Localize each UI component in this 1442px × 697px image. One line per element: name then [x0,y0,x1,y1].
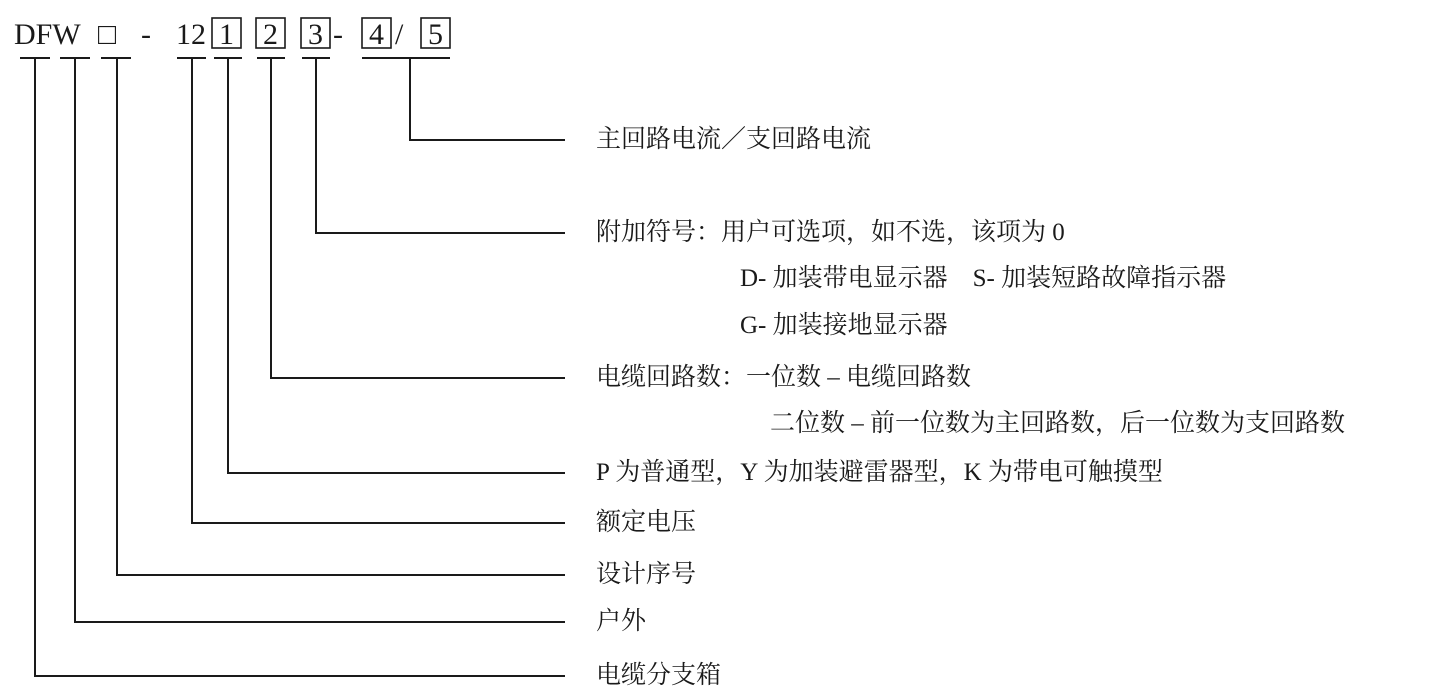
code-placeholder: □ [98,18,117,51]
leader-cable-box [35,58,565,676]
leader-voltage [192,58,565,523]
slot-4-text: 4 [369,18,384,51]
code-dash-1: - [141,18,151,51]
code-slash: / [395,18,404,51]
label-cable-box: 电缆分支箱 [596,662,722,689]
label-circuits-title: 电缆回路数：一位数 – 电缆回路数 [596,364,972,391]
label-current: 主回路电流／支回路电流 [596,126,872,153]
label-suffix-title: 附加符号：用户可选项，如不选，该项为 0 [596,219,1065,246]
leader-type [228,58,565,473]
leader-lines [35,58,565,676]
code-voltage: 12 [176,18,206,51]
label-type: P 为普通型，Y 为加装避雷器型，K 为带电可触摸型 [596,459,1163,486]
leader-suffix [316,58,565,233]
slot-5-text: 5 [428,18,443,51]
model-code [14,18,450,51]
code-dash-2: - [333,18,343,51]
descriptions [596,125,1345,689]
slot-3-text: 3 [308,18,323,51]
leader-current [410,58,565,140]
leader-design-no [117,58,565,575]
label-outdoor: 户外 [596,608,647,635]
slot-2-text: 2 [263,18,278,51]
label-circuits-two: 二位数 – 前一位数为主回路数，后一位数为支回路数 [770,410,1346,437]
slot-1-text: 1 [219,18,234,51]
code-prefix: DFW [14,18,81,51]
label-voltage: 额定电压 [596,509,697,536]
label-suffix-d-s: D- 加装带电显示器 S- 加装短路故障指示器 [740,265,1227,292]
leader-outdoor [75,58,565,622]
label-design-no: 设计序号 [596,561,697,588]
label-suffix-g: G- 加装接地显示器 [740,312,948,339]
